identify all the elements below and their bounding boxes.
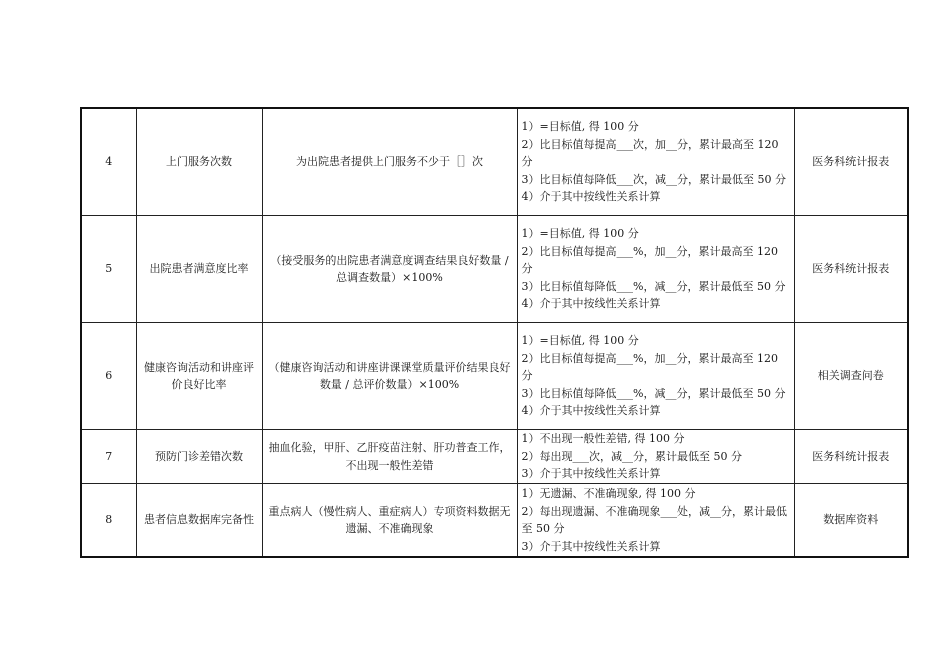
indicator-name: 预防门诊差错次数	[136, 430, 262, 484]
indicator-definition: 为出院患者提供上门服务不少于［］次	[262, 108, 517, 216]
indicator-name: 上门服务次数	[136, 108, 262, 216]
scoring-rule: 3）比目标值每降低___次，减__分，累计最低至 50 分	[521, 172, 786, 186]
data-source: 医务科统计报表	[794, 430, 908, 484]
scoring-rule: 3）介于其中按线性关系计算	[521, 539, 661, 553]
scoring-rules	[517, 484, 794, 558]
scoring-rule: 4）介于其中按线性关系计算	[521, 404, 661, 418]
scoring-rule: 1）=目标值, 得 100 分	[521, 120, 639, 134]
table-row	[81, 323, 908, 430]
indicator-name: 出院患者满意度比率	[136, 216, 262, 323]
scoring-rule: 3）介于其中按线性关系计算	[521, 467, 661, 481]
scoring-rule: 4）介于其中按线性关系计算	[521, 190, 661, 204]
row-number: 8	[81, 484, 136, 558]
data-source: 相关调查问卷	[794, 323, 908, 430]
table-row	[81, 216, 908, 323]
table-row	[81, 108, 908, 216]
kpi-table	[80, 107, 909, 558]
indicator-definition: 重点病人（慢性病人、重症病人）专项资料数据无遗漏、不准确现象	[262, 484, 517, 558]
indicator-definition: 抽血化验，甲肝、乙肝疫苗注射、肝功普查工作，不出现一般性差错	[262, 430, 517, 484]
row-number: 4	[81, 108, 136, 216]
scoring-rule: 3）比目标值每降低___%，减__分，累计最低至 50 分	[521, 386, 786, 400]
scoring-rule: 2）比目标值每提高___%，加__分，累计最高至 120 分	[521, 351, 778, 383]
scoring-rule: 2）比目标值每提高___%，加__分，累计最高至 120 分	[521, 244, 778, 276]
data-source: 医务科统计报表	[794, 216, 908, 323]
row-number: 7	[81, 430, 136, 484]
row-number: 6	[81, 323, 136, 430]
indicator-name: 健康咨询活动和讲座评价良好比率	[136, 323, 262, 430]
row-number: 5	[81, 216, 136, 323]
table-row	[81, 430, 908, 484]
data-source: 医务科统计报表	[794, 108, 908, 216]
scoring-rule: 2）每出现___次，减__分，累计最低至 50 分	[521, 449, 742, 463]
scoring-rule: 3）比目标值每降低___%，减__分，累计最低至 50 分	[521, 279, 786, 293]
indicator-definition: （健康咨询活动和讲座讲课课堂质量评价结果良好数量 / 总评价数量）×100%	[262, 323, 517, 430]
scoring-rule: 1）无遗漏、不准确现象, 得 100 分	[521, 487, 696, 500]
scoring-rule: 1）=目标值, 得 100 分	[521, 227, 639, 241]
scoring-rule: 2）比目标值每提高___次，加__分，累计最高至 120 分	[521, 137, 779, 169]
indicator-name: 患者信息数据库完备性	[136, 484, 262, 558]
table-row	[81, 484, 908, 558]
indicator-definition: （接受服务的出院患者满意度调查结果良好数量 / 总调查数量）×100%	[262, 216, 517, 323]
scoring-rule: 2）每出现遗漏、不准确现象___处，减__分，累计最低至 50 分	[521, 504, 787, 535]
scoring-rule: 1）=目标值, 得 100 分	[521, 334, 639, 348]
data-source: 数据库资料	[794, 484, 908, 558]
scoring-rules	[517, 323, 794, 430]
scoring-rule: 1）不出现一般性差错, 得 100 分	[521, 432, 685, 446]
scoring-rules	[517, 108, 794, 216]
scoring-rule: 4）介于其中按线性关系计算	[521, 297, 661, 311]
scoring-rules	[517, 430, 794, 484]
scoring-rules	[517, 216, 794, 323]
